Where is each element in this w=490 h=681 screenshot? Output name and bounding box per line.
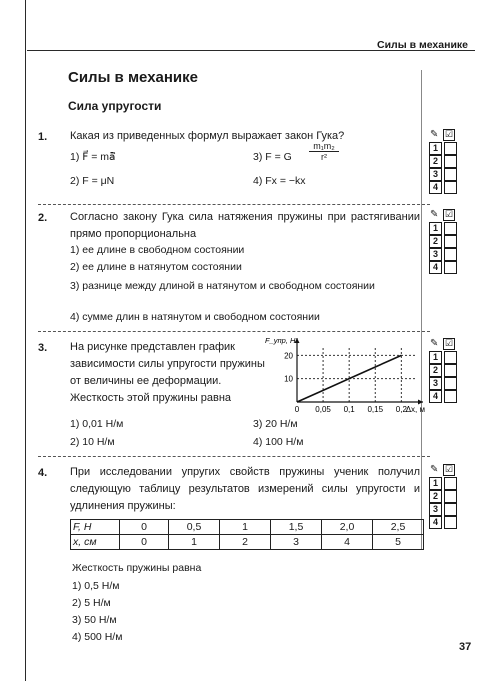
x-axis-arrow (418, 400, 423, 405)
answer-checkbox[interactable] (444, 503, 457, 516)
answer-box-3: ✎ ☑ 1 2 3 4 (429, 338, 461, 403)
separator (38, 456, 430, 457)
y-tick-label: 20 (284, 351, 293, 361)
question-1-option-1: 1) F⃗ = mā⃗ (70, 151, 116, 163)
table-row: F, Н 0 0,5 1 1,5 2,0 2,5 (71, 520, 424, 535)
question-1-option-4: 4) Fx = −kx (253, 175, 306, 187)
force-deformation-chart (265, 334, 425, 416)
question-3-option-3: 3) 20 Н/м (253, 418, 298, 430)
question-2-option-1: 1) ее длине в свободном состоянии (70, 244, 245, 256)
question-3-option-4: 4) 100 Н/м (253, 436, 304, 448)
question-4-text: При исследовании упругих свойств пружины ученик получил следующую таблицу результатов измерений силы упругости и удлинения пружины: (70, 466, 420, 512)
answer-checkbox[interactable] (444, 142, 457, 155)
page-number: 37 (459, 641, 472, 653)
pen-icon: ✎ (430, 209, 439, 220)
answer-checkbox[interactable] (444, 168, 457, 181)
question-2-number: 2. (38, 212, 48, 224)
question-2-option-4: 4) сумме длин в натянутом и свободном состоянии (70, 311, 320, 323)
x-tick-label: 0,15 (367, 405, 384, 414)
answer-checkbox[interactable] (444, 377, 457, 390)
fraction-numerator: m₁m₂ (309, 141, 339, 152)
x-tick-label: 0,1 (343, 405, 355, 414)
answer-checkbox[interactable] (444, 477, 457, 490)
y-tick-label: 10 (284, 374, 293, 384)
answer-box-2: ✎ ☑ 1 2 3 4 (429, 209, 461, 274)
left-margin-line (25, 0, 26, 681)
separator (38, 204, 430, 205)
question-4-option-3: 3) 50 Н/м (72, 614, 117, 626)
answer-checkbox[interactable] (444, 248, 457, 261)
answer-checkbox[interactable] (444, 351, 457, 364)
answer-checkbox[interactable] (444, 364, 457, 377)
fraction-denominator: r² (321, 152, 327, 162)
question-3-option-2: 2) 10 Н/м (70, 436, 115, 448)
answer-checkbox[interactable] (444, 490, 457, 503)
check-icon: ☑ (444, 465, 454, 475)
question-2-option-2: 2) ее длине в натянутом состоянии (70, 261, 242, 273)
question-4-prompt: Жесткость пружины равна (72, 562, 202, 574)
check-icon: ☑ (444, 130, 454, 140)
question-2-text: Согласно закону Гука сила натяжения пружины при растягивании прямо пропорциональна (70, 211, 420, 240)
question-1-option-2: 2) F = μN (70, 175, 115, 187)
answer-box-1: ✎ ☑ 1 2 3 4 (429, 129, 461, 194)
section-title: Сила упругости (68, 99, 162, 113)
question-4-option-1: 1) 0,5 Н/м (72, 580, 120, 592)
answer-checkbox[interactable] (444, 181, 457, 194)
answer-checkbox[interactable] (444, 390, 457, 403)
question-3-option-1: 1) 0,01 Н/м (70, 418, 124, 430)
measurement-table (70, 519, 424, 550)
question-2-option-3: 3) разнице между длиной в натянутом и свободном состоянии (70, 280, 375, 292)
question-1-text: Какая из приведенных формул выражает закон Гука? (70, 130, 345, 142)
answer-checkbox[interactable] (444, 261, 457, 274)
answer-checkbox[interactable] (444, 155, 457, 168)
x-axis-label: Δx, м (405, 405, 425, 414)
formula-fraction (309, 141, 339, 162)
question-3-text: На рисунке представлен график зависимости силы упругости пружины от величины ее деформации. Жесткость этой пружины равна (70, 341, 265, 404)
separator (38, 331, 430, 332)
table-row: x, см 0 1 2 3 4 5 (71, 535, 424, 550)
question-1-option-3: 3) F = G (253, 151, 292, 163)
x-tick-label: 0 (294, 405, 300, 414)
check-icon: ☑ (444, 339, 454, 349)
answer-checkbox[interactable] (444, 516, 457, 529)
answer-checkbox[interactable] (444, 235, 457, 248)
question-4-option-4: 4) 500 Н/м (72, 631, 123, 643)
answer-checkbox[interactable] (444, 222, 457, 235)
pen-icon: ✎ (430, 464, 439, 475)
pen-icon: ✎ (430, 129, 439, 140)
question-4-number: 4. (38, 467, 48, 479)
question-1-number: 1. (38, 131, 48, 143)
running-header: Силы в механике (376, 39, 468, 51)
check-icon: ☑ (444, 210, 454, 220)
x-tick-label: 0,05 (315, 405, 331, 414)
answer-box-4: ✎ ☑ 1 2 3 4 (429, 464, 461, 529)
question-3-number: 3. (38, 342, 48, 354)
y-axis-label: F_упр, Н (265, 336, 296, 345)
x-tick-label: 0,2 (395, 405, 407, 414)
answer-column-divider (421, 70, 422, 550)
page-title: Силы в механике (68, 69, 199, 86)
question-4-option-2: 2) 5 Н/м (72, 597, 111, 609)
pen-icon: ✎ (430, 338, 439, 349)
